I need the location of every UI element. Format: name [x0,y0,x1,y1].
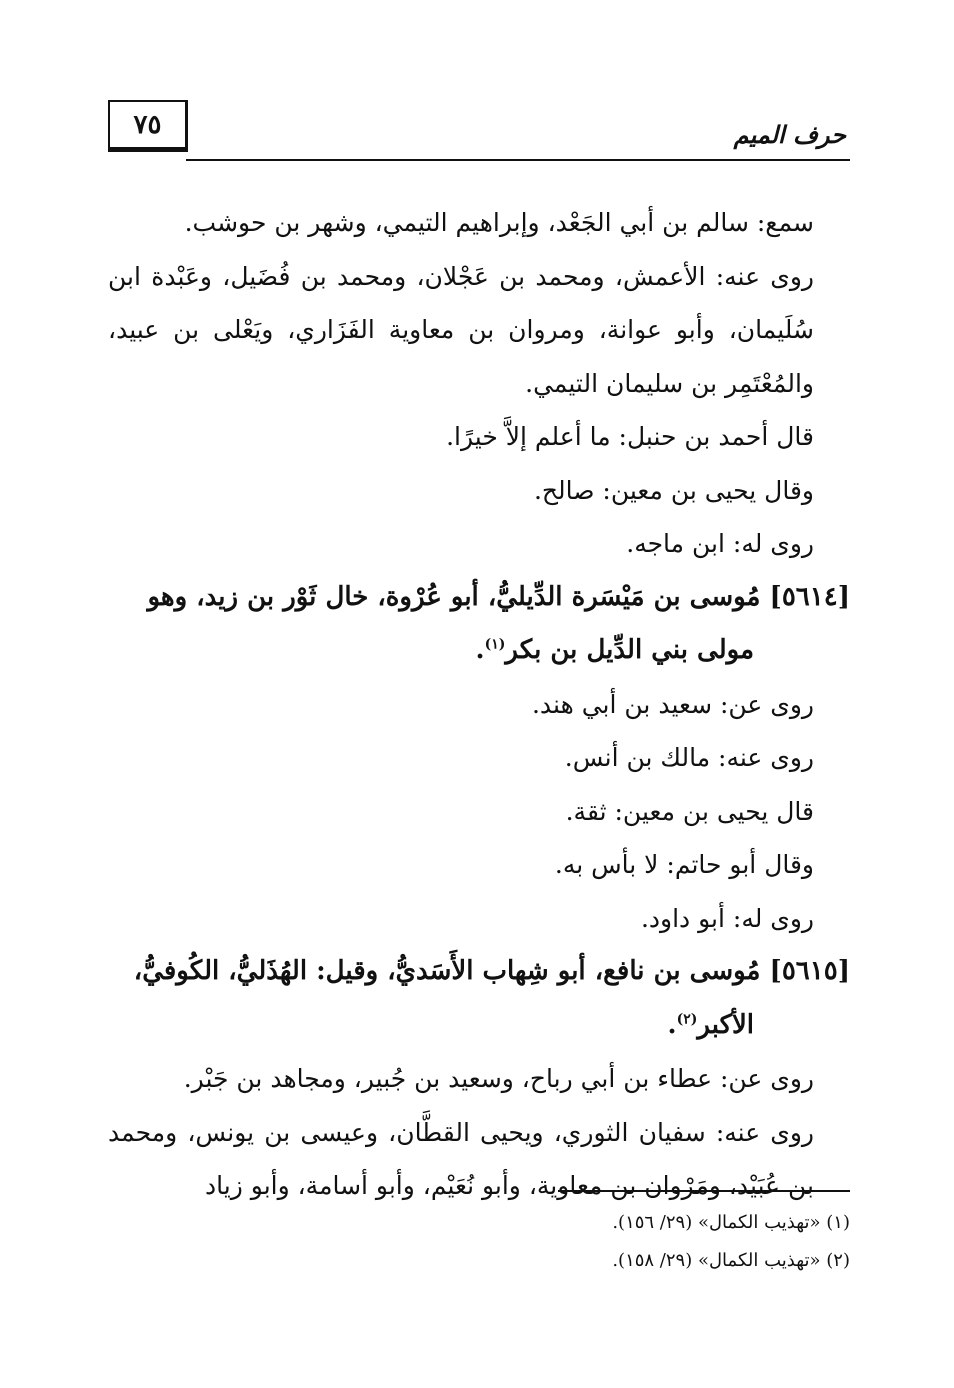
entry-heading-text: الأكبر [697,1009,754,1040]
header-rule [186,159,850,161]
entry-heading-continuation: الأكبر$^{(٢)}$. [667,1009,754,1040]
footnotes [350,1204,850,1280]
entry-heading-line: [٥٦١٤] مُوسى بن مَيْسَرة الدِّيليُّ، أبو عُرْوة، خال ثَوْر بن زيد، وهو [147,581,850,612]
main-text [108,196,850,1213]
text-line: قال أحمد بن حنبل: ما أعلم إلاَّ خيرًا. [446,422,814,451]
footnote-rule [558,1190,850,1192]
text-line: روى عن: عطاء بن أبي رباح، وسعيد بن جُبير، ومجاهد بن جَبْر. [183,1064,814,1093]
text-line: روى له: ابن ماجه. [626,529,814,558]
footnote-1: (١) «تهذيب الكمال» (٢٩/ ١٥٦). [612,1212,850,1233]
footnote-2: (٢) «تهذيب الكمال» (٢٩/ ١٥٨). [612,1250,850,1271]
text-paragraph: روى عنه: الأعمش، ومحمد بن عَجْلان، ومحمد بن فُضَيل، وعَبْدة ابن سُلَيمان، وأبو عوانة، ومروان بن معاوية الفَزَاري، ويَعْلى بن عبيد، والمُعْتَمِر بن سليمان التيمي. [108,261,814,398]
entry-heading-continuation: مولى بني الدِّيل بن بكر$^{(١)}$. [475,635,754,665]
page-number: ٧٥ [108,100,188,152]
entry-heading-5615 [108,945,850,1052]
entry-heading-5614 [108,571,850,678]
footnote-ref: (١) [484,636,506,653]
text-line: سمع: سالم بن أبي الجَعْد، وإبراهيم التيمي، وشهر بن حوشب. [184,208,814,237]
text-line: وقال أبو حاتم: لا بأس به. [554,850,814,879]
text-line: روى له: أبو داود. [640,903,814,933]
text-line: روى عن: سعيد بن أبي هند. [531,689,814,719]
text-line: وقال يحيى بن معين: صالح. [533,475,814,505]
text-line: قال يحيى بن معين: ثقة. [565,796,814,826]
running-title: حرف الميم [733,120,846,149]
entry-heading-line: [٥٦١٥] مُوسى بن نافع، أبو شِهاب الأَسَديُّ، وقيل: الهُذَليُّ، الكُوفيُّ، [133,956,850,986]
text-paragraph: روى عنه: سفيان الثوري، ويحيى القطَّان، وعيسى بن يونس، ومحمد بن عُبَيْد، ومَرْوان بن معاوية، وأبو نُعَيْم، وأبو أسامة، وأبو زياد [108,1117,814,1200]
text-line: روى عنه: مالك بن أنس. [564,743,814,772]
footnote-ref: (٢) [676,1010,698,1027]
page-header [108,100,850,162]
entry-heading-text: مولى بني الدِّيل بن بكر [505,635,754,665]
